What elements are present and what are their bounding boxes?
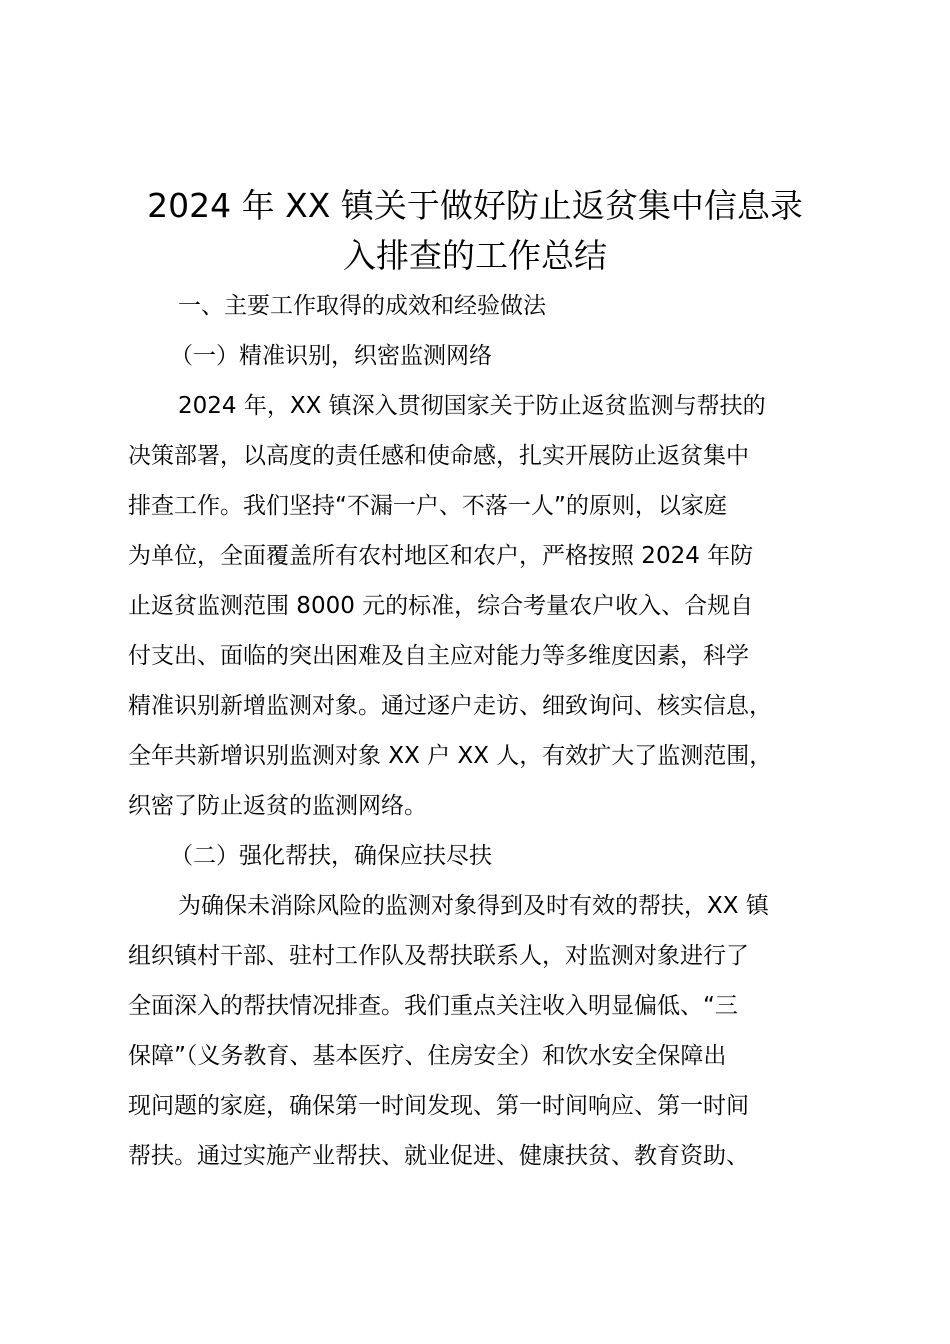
paragraph-line: 织密了防止返贫的监测网络。 [128, 793, 427, 819]
paragraph-line: 排查工作。我们坚持“不漏一户、不落一人”的原则，以家庭 [128, 493, 727, 519]
paragraph-line: 2024 年，XX 镇深入贯彻国家关于防止返贫监测与帮扶的 [178, 393, 766, 419]
paragraph-line: 现问题的家庭，确保第一时间发现、第一时间响应、第一时间 [128, 1093, 749, 1119]
paragraph-line: 组织镇村干部、驻村工作队及帮扶联系人，对监测对象进行了 [128, 943, 749, 969]
paragraph-line: 精准识别新增监测对象。通过逐户走访、细致询问、核实信息， [128, 693, 772, 719]
section-heading: 一、主要工作取得的成效和经验做法 [178, 293, 546, 319]
subsection-heading: （二）强化帮扶，确保应扶尽扶 [170, 843, 492, 869]
paragraph-line: 止返贫监测范围 8000 元的标准，综合考量农户收入、合规自 [128, 593, 754, 619]
paragraph-line: 决策部署，以高度的责任感和使命感，扎实开展防止返贫集中 [128, 443, 749, 469]
document-title-line-2: 入排查的工作总结 [343, 236, 607, 275]
paragraph-line: 帮扶。通过实施产业帮扶、就业促进、健康扶贫、教育资助、 [128, 1143, 749, 1169]
subsection-heading: （一）精准识别，织密监测网络 [170, 343, 492, 369]
paragraph-line: 付支出、面临的突出困难及自主应对能力等多维度因素，科学 [128, 643, 749, 669]
paragraph-line: 保障”（义务教育、基本医疗、住房安全）和饮水安全保障出 [128, 1043, 727, 1069]
document-title-line-1: 2024 年 XX 镇关于做好防止返贫集中信息录 [147, 186, 803, 225]
paragraph-line: 全年共新增识别监测对象 XX 户 XX 人，有效扩大了监测范围， [128, 743, 773, 769]
paragraph-line: 为确保未消除风险的监测对象得到及时有效的帮扶，XX 镇 [178, 893, 769, 919]
paragraph-line: 为单位，全面覆盖所有农村地区和农户，严格按照 2024 年防 [128, 543, 754, 569]
paragraph-line: 全面深入的帮扶情况排查。我们重点关注收入明显偏低、“三 [128, 993, 738, 1019]
